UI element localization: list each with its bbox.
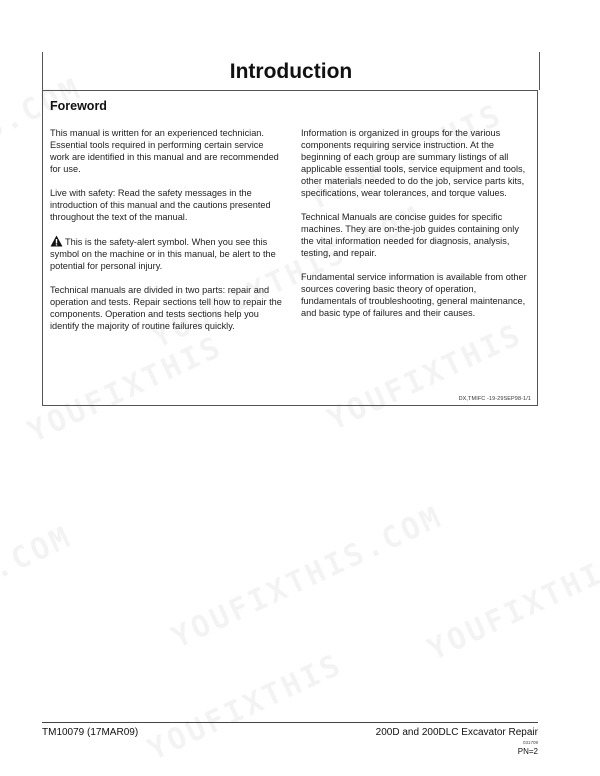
- left-column: [50, 127, 282, 344]
- paragraph: Fundamental service information is available from other sources covering basic theory of operation, fundamentals of troubleshooting, general maintenance, and basic type of failures and their causes.: [301, 272, 527, 318]
- watermark: [0, 519, 78, 595]
- section-title: Foreword: [50, 99, 107, 113]
- alert-text: This is the safety-alert symbol. When you see this symbol on the machine or in this manual, be alert to the potential for personal injury.: [50, 237, 276, 271]
- footer-manual-title: 200D and 200DLC Excavator Repair: [375, 727, 538, 738]
- foreword-frame: [42, 90, 538, 406]
- safety-alert-icon: [50, 235, 63, 247]
- paragraph: Technical manuals are divided in two parts: repair and operation and tests. Repair sections tell how to repair the components. Operation and tests sections help you identify the majority of routine failures quickly.: [50, 285, 282, 331]
- right-column: [301, 127, 533, 331]
- paragraph: Live with safety: Read the safety messages in the introduction of this manual and the cautions presented throughout the text of the manual.: [50, 188, 271, 222]
- watermark: [422, 547, 600, 668]
- title-bar: [42, 52, 540, 90]
- footer-page-number: PN=2: [517, 747, 538, 756]
- alert-paragraph: [50, 235, 282, 272]
- watermark: [166, 499, 448, 655]
- footer-date: 031709: [522, 740, 538, 745]
- paragraph: Information is organized in groups for the various components requiring service instruction. At the beginning of each group are summary listings of all applicable essential tools, service equipment and tools, other materials needed to do the job, service parts kits, specifications, wear tolerances, and torque values.: [301, 128, 526, 198]
- paragraph: This manual is written for an experienced technician. Essential tools required in performing certain service work are identified in this manual and are recommended for use.: [50, 128, 279, 174]
- document-id: DX,TMIFC -19-29SEP98-1/1: [458, 396, 531, 402]
- watermark: [142, 647, 348, 768]
- footer-divider: [42, 722, 538, 723]
- page-title: Introduction: [229, 60, 353, 83]
- paragraph: Technical Manuals are concise guides for specific machines. They are on-the-job guides containing only the vital information needed for diagnosis, analysis, testing, and repair.: [301, 212, 519, 258]
- footer-manual-number: TM10079 (17MAR09): [42, 727, 139, 738]
